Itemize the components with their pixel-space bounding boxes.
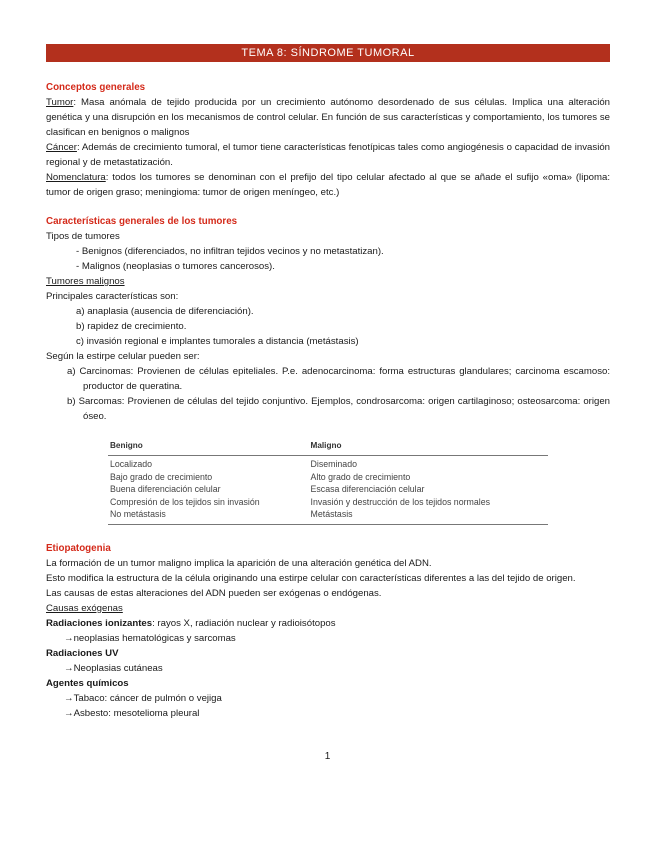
subheading-tumores-malignos: Tumores malignos <box>46 276 125 287</box>
table-row <box>108 456 548 471</box>
list-item-malignos: - Malignos (neoplasias o tumores cancerosos). <box>76 261 275 272</box>
table-row <box>108 496 548 509</box>
heading-etiopatogenia: Etiopatogenia <box>46 542 111 554</box>
table-header-benigno: Benigno <box>108 436 309 456</box>
paragraph-cancer <box>46 140 610 170</box>
table-cell: Diseminado <box>310 459 357 469</box>
table-cell: No metástasis <box>108 508 309 524</box>
list-item-benignos: - Benignos (diferenciados, no infiltran tejidos vecinos y no metastatizan). <box>76 246 384 257</box>
heading-caracteristicas: Características generales de los tumores <box>46 216 238 227</box>
table-header-maligno: Maligno <box>309 436 548 456</box>
table-cell: Compresión de los tejidos sin invasión <box>110 496 260 507</box>
section-caracteristicas <box>46 214 610 424</box>
text-radiaciones-ionizantes: : rayos X, radiación nuclear y radioisótopos <box>152 617 336 629</box>
paragraph-etio-2: Esto modifica la estructura de la célula originando una estirpe celular con características diferentes a las del tejido de origen. <box>46 572 576 584</box>
table-cell: Localizado <box>110 459 153 469</box>
paragraph-etio-3: Las causas de estas alteraciones del ADN pueden ser exógenas o endógenas. <box>46 587 382 599</box>
list-item-sarcomas: b) Sarcomas: Provienen de células del tejido conjuntivo. Ejemplos, condrosarcoma: origen cartilaginoso; osteosarcoma: origen óseo. <box>67 396 610 422</box>
list-item-a: a) anaplasia (ausencia de diferenciación). <box>76 306 254 317</box>
table-row <box>108 508 548 524</box>
list-item-b: b) rapidez de crecimiento. <box>76 321 187 332</box>
line-tipos: Tipos de tumores <box>46 231 120 242</box>
table-cell: Invasión y destrucción de los tejidos normales <box>310 496 490 507</box>
document-page <box>46 44 610 721</box>
text-nomenclatura: : todos los tumores se denominan con el prefijo del tipo celular afectado al que se añade el sufijo «oma» (lipoma: tumor de origen graso; meningioma: tumor de origen meníngeo, etc.) <box>46 172 610 198</box>
arrow-item-asbesto: →Asbesto: mesotelioma pleural <box>64 707 200 719</box>
paragraph-etio-1: La formación de un tumor maligno implica la aparición de una alteración genética del ADN. <box>46 557 432 569</box>
table-row <box>108 483 548 496</box>
list-item-carcinomas: a) Carcinomas: Provienen de células epiteliales. P.e. adenocarcinoma: forma estructuras glandulares; carcinoma escamoso: productor de queratina. <box>67 366 610 392</box>
comparison-table <box>108 436 548 525</box>
text-cancer: : Además de crecimiento tumoral, el tumor tiene características fenotípicas tales como angiogénesis o capacidad de invasión regional y de metastatización. <box>46 142 610 168</box>
arrow-item-tabaco: →Tabaco: cáncer de pulmón o vejiga <box>64 692 222 704</box>
list-item-c: c) invasión regional e implantes tumorales a distancia (metástasis) <box>76 336 359 347</box>
term-radiaciones-ionizantes: Radiaciones ionizantes <box>46 617 153 629</box>
table-row <box>108 471 548 484</box>
term-tumor: Tumor <box>46 97 74 108</box>
section-etiopatogenia <box>46 541 610 721</box>
table-cell: Buena diferenciación celular <box>110 484 221 494</box>
table-cell: Metástasis <box>309 508 548 524</box>
subheading-causas-exogenas: Causas exógenas <box>46 602 123 614</box>
term-agentes-quimicos: Agentes químicos <box>46 677 129 689</box>
section-conceptos <box>46 80 610 200</box>
paragraph-nomenclatura <box>46 170 610 200</box>
paragraph-tumor <box>46 95 610 140</box>
term-radiaciones-uv: Radiaciones UV <box>46 647 119 659</box>
text-tumor: : Masa anómala de tejido producida por un crecimiento autónomo desordenado de sus células. Implica una alteración genética y una disrupción en los mecanismos de control celular. En función de sus características y comportamiento, los tumores se clasifican en benignos o malignos <box>46 97 610 138</box>
heading-conceptos: Conceptos generales <box>46 82 146 93</box>
term-cancer: Cáncer <box>46 142 77 153</box>
term-nomenclatura: Nomenclatura <box>46 172 106 183</box>
table-cell: Escasa diferenciación celular <box>310 484 425 494</box>
arrow-item-ionizantes: →neoplasias hematológicas y sarcomas <box>64 632 236 644</box>
table-cell: Alto grado de crecimiento <box>310 471 411 482</box>
line-principales: Principales características son: <box>46 291 179 302</box>
chapter-title-banner: TEMA 8: SÍNDROME TUMORAL <box>46 44 610 62</box>
arrow-item-uv: →Neoplasias cutáneas <box>64 662 163 674</box>
line-radiaciones-ionizantes <box>46 616 610 631</box>
line-segun: Según la estirpe celular pueden ser: <box>46 351 200 362</box>
table-header-row <box>108 436 548 456</box>
page-number: 1 <box>324 751 331 762</box>
table-cell: Bajo grado de crecimiento <box>110 471 213 482</box>
